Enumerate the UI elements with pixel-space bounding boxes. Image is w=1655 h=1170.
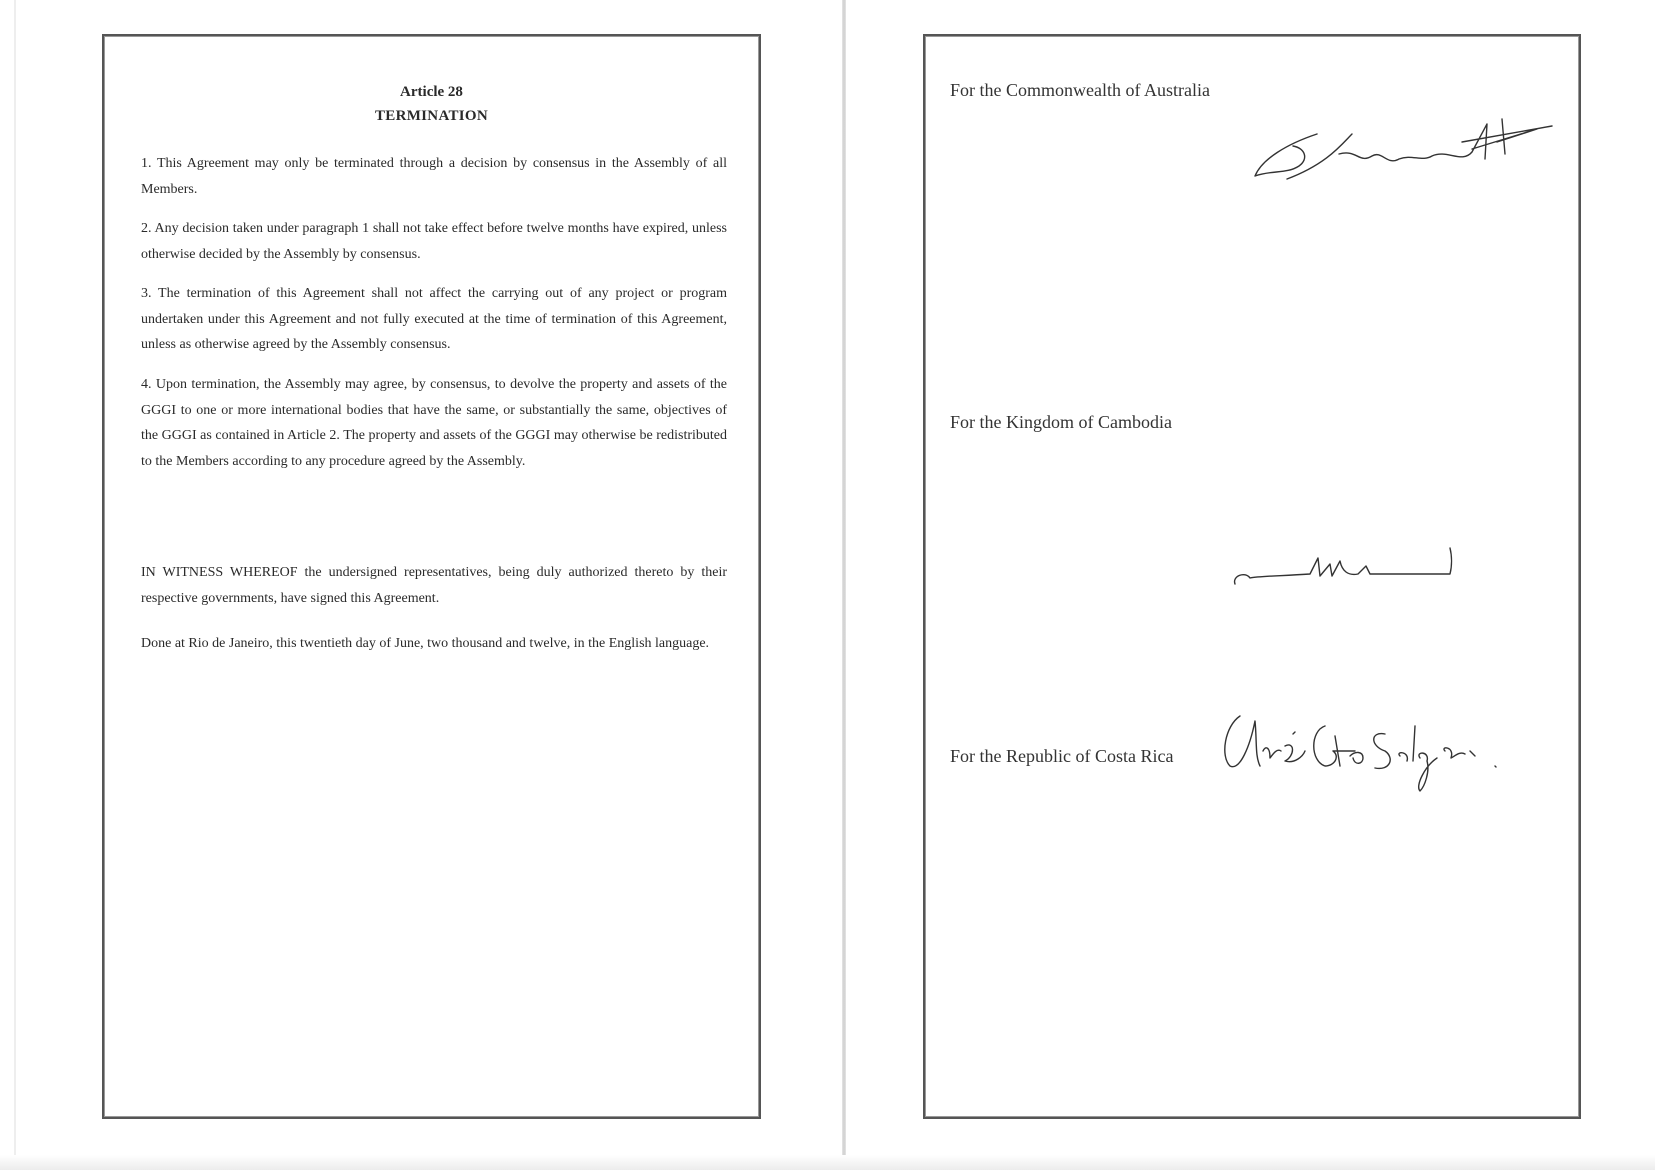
article-title: TERMINATION <box>374 108 489 124</box>
signature-costarica <box>1215 696 1515 806</box>
termination-paragraph-3: 3. The termination of this Agreement shall not affect the carrying out of any project or program undertaken under this Agreement and not fully executed at the time of termination of this Agreement, unless as otherwise agreed by the Assembly consensus. <box>141 286 727 352</box>
witness-clause: IN WITNESS WHEREOF the undersigned representatives, being duly authorized thereto by their respective governments, have signed this Agreement. <box>141 565 727 606</box>
right-page-frame <box>923 34 1581 1119</box>
signature-australia <box>1247 104 1557 194</box>
termination-paragraph-1: 1. This Agreement may only be terminated through a decision by consensus in the Assembly of all Members. <box>141 156 727 197</box>
termination-paragraph-4: 4. Upon termination, the Assembly may agree, by consensus, to devolve the property and assets of the GGGI to one or more international bodies that have the same, or substantially the same, objectives of the GGGI as contained in Article 2. The property and assets of the GGGI may otherwise be redistributed to the Members according to any procedure agreed by the Assembly. <box>141 377 727 469</box>
signature-cambodia <box>1220 536 1470 596</box>
termination-paragraph-2: 2. Any decision taken under paragraph 1 shall not take effect before twelve months have expired, unless otherwise decided by the Assembly by consensus. <box>141 221 727 262</box>
page-edge <box>14 0 16 1170</box>
done-at-clause: Done at Rio de Janeiro, this twentieth day of June, two thousand and twelve, in the English language. <box>141 636 710 651</box>
signatory-label-cambodia: For the Kingdom of Cambodia <box>950 412 1172 432</box>
left-page-frame <box>102 34 761 1119</box>
signatory-label-australia: For the Commonwealth of Australia <box>950 80 1210 100</box>
article-number: Article 28 <box>400 84 463 100</box>
signatory-label-costarica: For the Republic of Costa Rica <box>950 746 1174 766</box>
book-gutter <box>842 0 846 1170</box>
scan-bottom-shadow <box>0 1155 1655 1170</box>
